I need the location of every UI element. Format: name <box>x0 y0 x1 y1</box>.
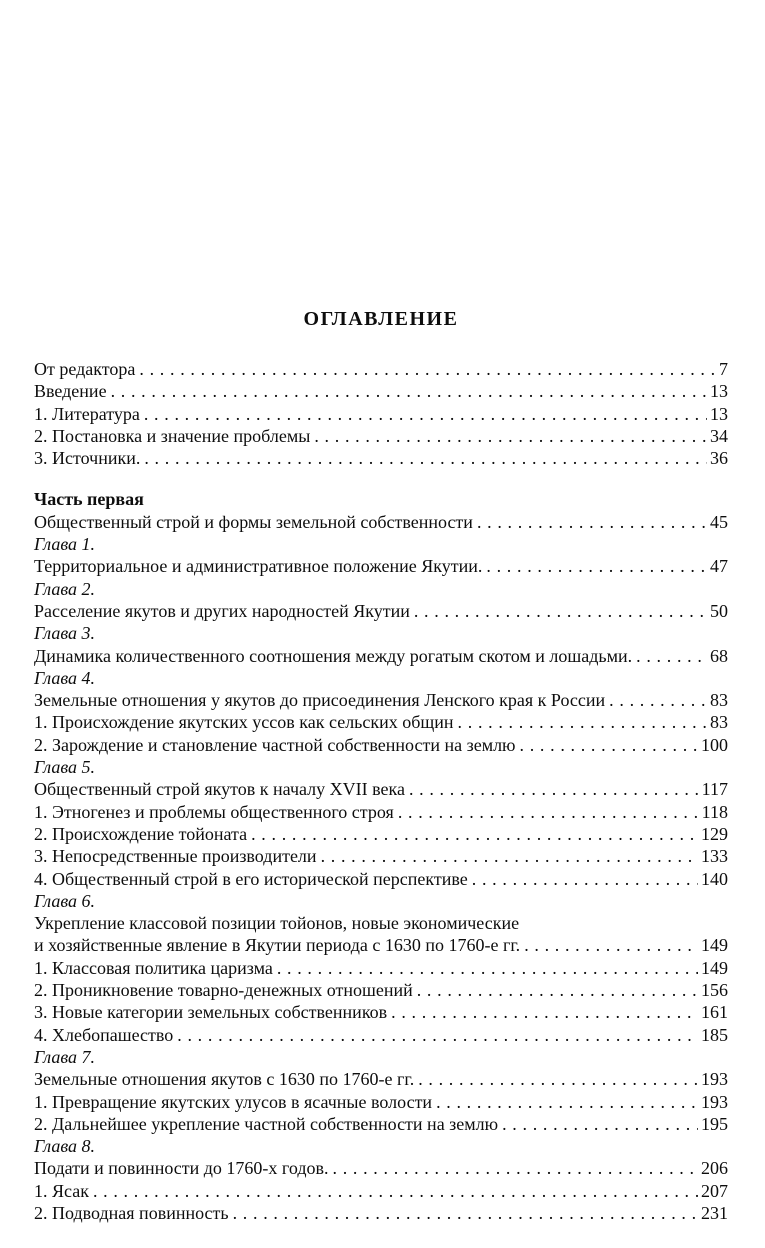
toc-entry-text: 1. Превращение якутских улусов в ясачные волости <box>34 1091 433 1112</box>
toc-entry-text: 3. Непосредственные производители <box>34 846 317 867</box>
toc-leader-dots <box>310 425 707 447</box>
toc-page-number: 117 <box>701 779 728 800</box>
toc-entry-text: 2. Постановка и значение проблемы <box>34 425 311 446</box>
toc-page-number: 156 <box>701 980 728 1001</box>
toc-leader-dots <box>605 689 707 711</box>
toc-leader-dots <box>410 600 707 622</box>
toc-entry <box>34 622 728 644</box>
toc-leader-dots <box>394 801 699 823</box>
toc-leader-dots <box>173 1024 698 1046</box>
toc-leader-dots <box>107 380 707 402</box>
toc-entry <box>34 778 728 800</box>
toc-list <box>34 358 728 1224</box>
toc-entry <box>34 1024 728 1046</box>
toc-entry <box>34 1157 728 1179</box>
toc-entry-text: 2. Происхождение тойоната <box>34 823 248 844</box>
toc-page-number: 7 <box>719 359 728 379</box>
toc-entry <box>34 380 728 402</box>
toc-leader-dots <box>473 511 707 533</box>
toc-page-number: 206 <box>701 1158 728 1179</box>
toc-leader-dots <box>432 1091 698 1113</box>
toc-entry-text: 2. Проникновение товарно-денежных отношений <box>34 980 413 1001</box>
toc-page-number: 13 <box>710 403 728 424</box>
toc-entry-text: Глава 1. <box>34 534 96 555</box>
toc-entry-text: и хозяйственные явление в Якутии периода с 1630 по 1760-е гг. <box>34 935 521 956</box>
toc-page-number: 83 <box>710 712 728 733</box>
toc-entry-text: Глава 2. <box>34 578 96 599</box>
toc-page-number: 149 <box>701 935 728 956</box>
toc-page-number: 185 <box>701 1024 728 1045</box>
toc-page-number: 207 <box>701 1180 728 1201</box>
toc-page-number: 149 <box>701 957 728 978</box>
toc-entry <box>34 645 728 667</box>
toc-entry <box>34 801 728 823</box>
toc-leader-dots <box>135 358 716 380</box>
toc-entry-text: Глава 6. <box>34 890 96 911</box>
toc-entry <box>34 890 728 912</box>
toc-entry-text: Глава 4. <box>34 667 96 688</box>
toc-leader-dots <box>414 1068 698 1090</box>
toc-page-number: 83 <box>710 690 728 711</box>
toc-leader-dots <box>229 1202 698 1224</box>
toc-page-number: 36 <box>710 448 728 469</box>
toc-entry <box>34 957 728 979</box>
toc-entry <box>34 1091 728 1113</box>
toc-entry-text: Динамика количественного соотношения между рогатым скотом и лошадьми. <box>34 645 633 666</box>
toc-leader-dots <box>273 957 698 979</box>
toc-page-number: 68 <box>710 645 728 666</box>
toc-page-number: 193 <box>701 1091 728 1112</box>
toc-page-number: 50 <box>710 600 728 621</box>
toc-page-number: 45 <box>710 511 728 532</box>
toc-entry-text: Земельные отношения у якутов до присоединения Ленского края к России <box>34 690 606 711</box>
toc-entry <box>34 845 728 867</box>
toc-entry <box>34 533 728 555</box>
toc-leader-dots <box>405 778 699 800</box>
toc-entry <box>34 511 728 533</box>
toc-entry-text: Территориальное и административное положение Якутии. <box>34 556 483 577</box>
toc-entry <box>34 868 728 890</box>
toc-entry <box>34 488 728 510</box>
toc-leader-dots <box>140 447 707 469</box>
toc-entry <box>34 711 728 733</box>
toc-leader-dots <box>482 555 707 577</box>
toc-entry <box>34 358 728 380</box>
toc-entry <box>34 756 728 778</box>
toc-entry <box>34 1180 728 1202</box>
toc-entry-text: 3. Источники. <box>34 448 141 469</box>
toc-entry-text: 4. Хлебопашество <box>34 1024 174 1045</box>
toc-entry-text: 1. Происхождение якутских уссов как сельских общин <box>34 712 454 733</box>
toc-entry-text: Земельные отношения якутов с 1630 по 1760-е гг. <box>34 1069 415 1090</box>
toc-entry-text: Глава 3. <box>34 623 96 644</box>
toc-leader-dots <box>329 1157 699 1179</box>
toc-leader-dots <box>632 645 707 667</box>
toc-leader-dots <box>520 934 698 956</box>
toc-leader-dots <box>140 403 707 425</box>
toc-entry <box>34 578 728 600</box>
toc-leader-dots <box>516 734 698 756</box>
toc-entry-text: 4. Общественный строй в его исторической перспективе <box>34 868 468 889</box>
toc-entry-text: 1. Ясак <box>34 1180 89 1201</box>
toc-entry <box>34 823 728 845</box>
toc-leader-dots <box>413 979 698 1001</box>
toc-entry <box>34 1068 728 1090</box>
toc-entry <box>34 689 728 711</box>
toc-entry <box>34 912 728 934</box>
toc-entry-text: 1. Этногенез и проблемы общественного строя <box>34 801 394 822</box>
toc-leader-dots <box>498 1113 698 1135</box>
toc-entry-text: От редактора <box>34 359 136 379</box>
toc-entry-text: Глава 5. <box>34 757 96 778</box>
toc-entry <box>34 1135 728 1157</box>
toc-entry-text: 2. Зарождение и становление частной собственности на землю <box>34 734 516 755</box>
toc-entry-text: Подати и повинности до 1760-х годов. <box>34 1158 329 1179</box>
toc-entry-text: 2. Подводная повинность <box>34 1202 229 1223</box>
toc-entry <box>34 1113 728 1135</box>
toc-entry <box>34 555 728 577</box>
toc-page-number: 129 <box>701 823 728 844</box>
toc-page-number: 161 <box>701 1002 728 1023</box>
toc-entry-text: Расселение якутов и других народностей Якутии <box>34 600 410 621</box>
toc-entry-text: Глава 8. <box>34 1136 96 1157</box>
toc-page-number: 231 <box>701 1202 728 1223</box>
toc-page-number: 195 <box>701 1113 728 1134</box>
toc-entry <box>34 979 728 1001</box>
toc-entry-text: 2. Дальнейшее укрепление частной собственности на землю <box>34 1113 499 1134</box>
page-title: ОГЛАВЛЕНИЕ <box>303 308 459 330</box>
toc-entry-text: 1. Литература <box>34 403 140 424</box>
toc-leader-dots <box>317 845 698 867</box>
toc-entry-text: Общественный строй якутов к началу XVII века <box>34 779 405 800</box>
toc-entry <box>34 1202 728 1224</box>
toc-entry <box>34 403 728 425</box>
toc-page-number: 193 <box>701 1069 728 1090</box>
toc-leader-dots <box>89 1180 698 1202</box>
toc-leader-dots <box>387 1001 698 1023</box>
toc-page-number: 133 <box>701 846 728 867</box>
toc-entry-text: 1. Классовая политика царизма <box>34 957 273 978</box>
toc-entry <box>34 934 728 956</box>
toc-entry-text: Часть первая <box>34 489 144 510</box>
toc-page-number: 13 <box>710 381 728 402</box>
toc-entry <box>34 1001 728 1023</box>
toc-page-number: 100 <box>701 734 728 755</box>
toc-entry <box>34 600 728 622</box>
toc-entry <box>34 667 728 689</box>
toc-entry-text: Глава 7. <box>34 1046 96 1067</box>
toc-page-number: 140 <box>701 868 728 889</box>
toc-entry <box>34 447 728 469</box>
toc-entry <box>34 734 728 756</box>
toc-entry-text: Введение <box>34 381 107 402</box>
toc-entry-text: Укрепление классовой позиции тойонов, новые экономические <box>34 913 520 934</box>
toc-page-number: 34 <box>710 425 728 446</box>
toc-page-number: 118 <box>701 801 728 822</box>
toc-leader-dots <box>247 823 698 845</box>
toc-entry-text: 3. Новые категории земельных собственников <box>34 1002 388 1023</box>
toc-leader-dots <box>454 711 707 733</box>
toc-leader-dots <box>468 868 698 890</box>
toc-entry <box>34 425 728 447</box>
toc-entry-text: Общественный строй и формы земельной собственности <box>34 511 473 532</box>
toc-page-number: 47 <box>710 556 728 577</box>
toc-entry <box>34 1046 728 1068</box>
